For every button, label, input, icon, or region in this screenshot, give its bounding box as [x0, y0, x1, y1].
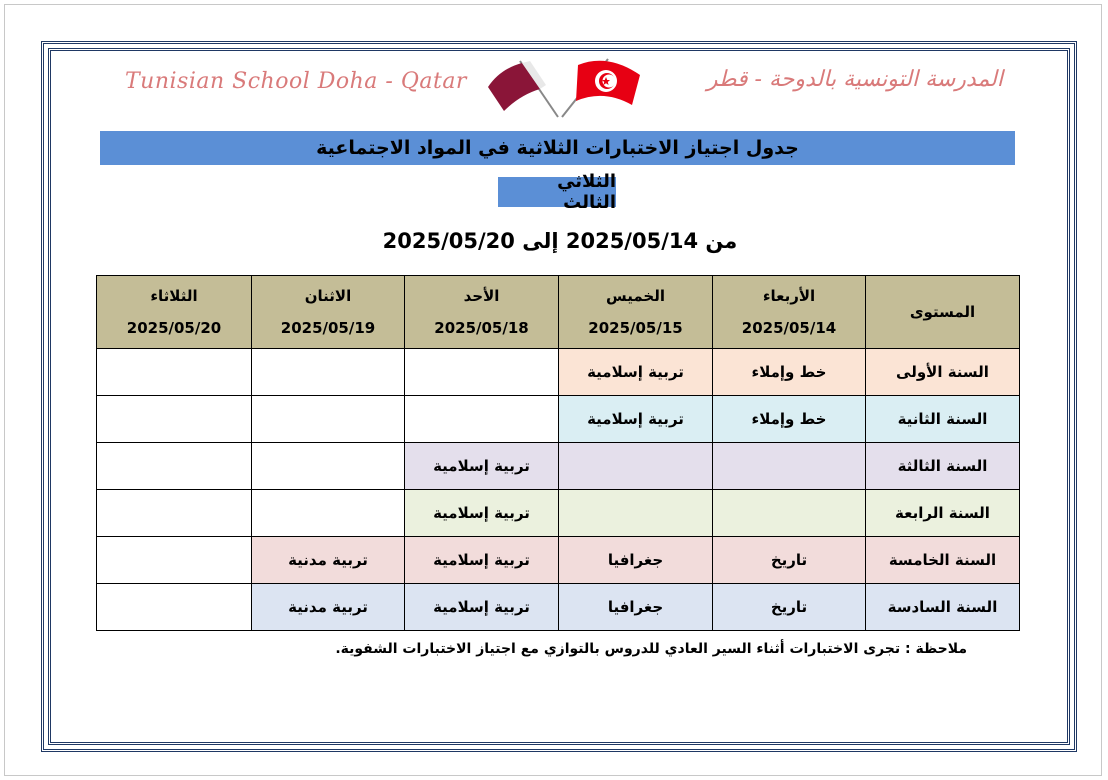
day-header: الثلاثاء 2025/05/20 — [97, 276, 252, 349]
level-header: المستوى — [866, 276, 1020, 349]
exam-cell — [97, 537, 252, 584]
exam-cell — [405, 396, 559, 443]
exam-cell — [97, 490, 252, 537]
page-title: جدول اجتياز الاختبارات الثلاثية في المواد الاجتماعية — [100, 131, 1015, 165]
exam-cell: تاريخ — [713, 537, 866, 584]
exam-cell: خط وإملاء — [713, 349, 866, 396]
flags-logo — [480, 49, 650, 119]
exam-schedule-table — [96, 275, 1020, 631]
exam-cell — [713, 443, 866, 490]
tunisia-flag-icon — [562, 59, 640, 117]
level-cell: السنة الأولى — [866, 349, 1020, 396]
note-text: ملاحظة : تجرى الاختبارات أثناء السير العادي للدروس بالتوازي مع اجتياز الاختبارات الشفوية. — [335, 641, 967, 657]
exam-cell: جغرافيا — [559, 584, 713, 631]
day-header: الخميس 2025/05/15 — [559, 276, 713, 349]
exam-cell: تربية إسلامية — [405, 584, 559, 631]
exam-cell: تربية إسلامية — [559, 396, 713, 443]
exam-cell: تربية مدنية — [252, 537, 405, 584]
exam-cell — [252, 490, 405, 537]
table-row — [97, 584, 1020, 631]
exam-cell — [252, 396, 405, 443]
exam-cell — [97, 349, 252, 396]
school-name-en: Tunisian School Doha - Qatar — [125, 69, 467, 94]
date-range: من 2025/05/14 إلى 2025/05/20 — [382, 229, 738, 253]
exam-cell: جغرافيا — [559, 537, 713, 584]
school-name-ar: المدرسة التونسية بالدوحة - قطر — [706, 67, 1003, 92]
level-cell: السنة الثالثة — [866, 443, 1020, 490]
exam-cell: تربية إسلامية — [559, 349, 713, 396]
table-row — [97, 396, 1020, 443]
exam-cell — [713, 490, 866, 537]
trimester-label: الثلاثي الثالث — [498, 177, 616, 207]
exam-cell — [252, 443, 405, 490]
level-cell: السنة السادسة — [866, 584, 1020, 631]
exam-cell: خط وإملاء — [713, 396, 866, 443]
exam-cell — [97, 584, 252, 631]
day-header: الأربعاء 2025/05/14 — [713, 276, 866, 349]
exam-cell — [559, 490, 713, 537]
exam-cell — [97, 396, 252, 443]
exam-cell — [405, 349, 559, 396]
letterhead — [85, 49, 1015, 119]
exam-cell — [97, 443, 252, 490]
exam-cell: تربية مدنية — [252, 584, 405, 631]
level-cell: السنة الثانية — [866, 396, 1020, 443]
exam-cell — [252, 349, 405, 396]
qatar-flag-icon — [488, 61, 558, 117]
exam-cell: تاريخ — [713, 584, 866, 631]
day-header: الاثنان 2025/05/19 — [252, 276, 405, 349]
level-cell: السنة الرابعة — [866, 490, 1020, 537]
table-row — [97, 537, 1020, 584]
table-row — [97, 490, 1020, 537]
exam-cell: تربية إسلامية — [405, 443, 559, 490]
table-row — [97, 349, 1020, 396]
exam-cell: تربية إسلامية — [405, 537, 559, 584]
table-header-row — [97, 276, 1020, 349]
level-cell: السنة الخامسة — [866, 537, 1020, 584]
exam-cell: تربية إسلامية — [405, 490, 559, 537]
exam-cell — [559, 443, 713, 490]
day-header: الأحد 2025/05/18 — [405, 276, 559, 349]
document-page — [4, 4, 1102, 776]
table-row — [97, 443, 1020, 490]
